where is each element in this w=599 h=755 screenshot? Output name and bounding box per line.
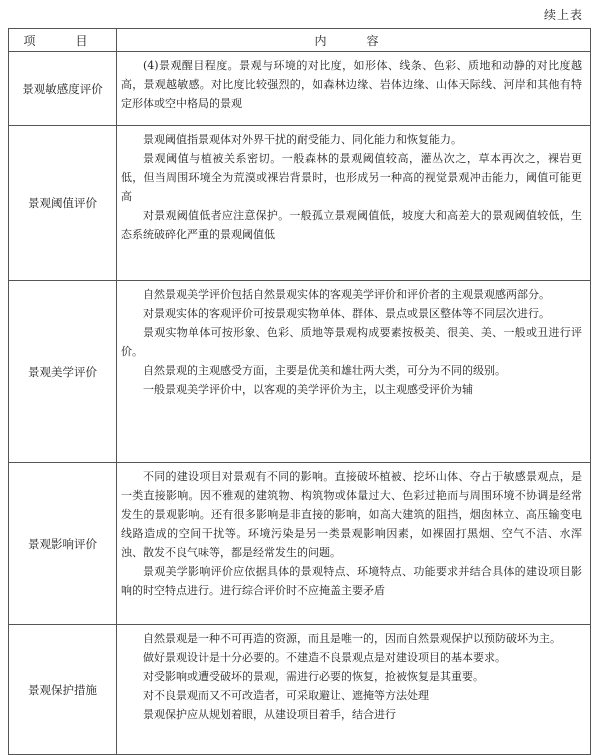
paragraph: 做好景观设计是十分必要的。不建造不良景观点是对建设项目的基本要求。 (143, 651, 506, 664)
row-content (117, 281, 591, 463)
row-content (117, 463, 591, 625)
table-row (9, 463, 591, 625)
paragraph: 不同的建设项目对景观有不同的影响。直接破坏植被、挖坏山体、夺占于敏感景观点，是一类直接影响。因不雅观的建筑物、构筑物或体量过大、色彩过艳而与周围环境不协调是经常发生的景观影响。还有很多影响是非直接的影响，如高大建筑的阻挡，烟囱林立、高压输变电线路造成的空间干扰等。环境污染是另一类景观影响因素，如裸固打黑烟、空气不洁、水浑浊、散发不良气味等，都是经常发生的问题。 (121, 470, 582, 559)
table-row (9, 52, 591, 126)
paragraph: 自然景观美学评价包括自然景观实体的客观美学评价和评价者的主观景观感两部分。 (143, 288, 550, 301)
paragraph: 景观保护应从规划着眼，从建设项目着手，结合进行 (143, 708, 396, 721)
paragraph: 对景观阈值低者应注意保护。一般孤立景观阈值低，坡度大和高差大的景观阈值较低，生态系统破碎化严重的景观阈值低 (121, 209, 582, 241)
row-label: 景观影响评价 (9, 463, 117, 625)
paragraph: 对景观实体的客观评价可按景观实物单体、群体、景点或景区整体等不同层次进行。 (143, 307, 550, 320)
paragraph: 自然景观是一种不可再造的资源，而且是唯一的，因而自然景观保护以预防破坏为主。 (143, 632, 561, 645)
row-label: 景观阈值评价 (9, 126, 117, 281)
paragraph: 景观美学影响评价应依据具体的景观特点、环境特点、功能要求并结合具体的建设项目影响的时空特点进行。进行综合评价时不应掩盖主要矛盾 (121, 565, 582, 597)
row-label: 景观敏感度评价 (9, 52, 117, 126)
row-label: 景观保护措施 (9, 625, 117, 755)
paragraph: 自然景观的主观感受方面，主要是优美和雄壮两大类，可分为不同的级别。 (143, 364, 506, 377)
table-row (9, 126, 591, 281)
row-content (117, 52, 591, 126)
paragraph: 对受影响或遭受破坏的景观，需进行必要的恢复，抢被恢复是其重要。 (143, 670, 484, 683)
paragraph: 景观实物单体可按形象、色彩、质地等景观构成要素按极美、很美、美、一般或丑进行评价。 (121, 326, 582, 358)
header-item: 项 目 (9, 29, 117, 52)
landscape-evaluation-table (8, 28, 591, 755)
table-row (9, 625, 591, 755)
header-content: 内 容 (117, 29, 591, 52)
table-row (9, 281, 591, 463)
table-header-row (9, 29, 591, 52)
row-content (117, 625, 591, 755)
row-label: 景观美学评价 (9, 281, 117, 463)
paragraph: (4)景观醒目程度。景观与环境的对比度，如形体、线条、色彩、质地和动静的对比度越高，景观越敏感。对比度比较强烈的，如森林边缘、岩体边缘、山体天际线、河岸和其他有特定形体或空中格局的景观 (121, 59, 582, 110)
continued-table-label: 续上表 (543, 8, 583, 22)
paragraph: 景观阈值指景观体对外界干扰的耐受能力、同化能力和恢复能力。 (143, 133, 462, 146)
row-content (117, 126, 591, 281)
paragraph: 一般景观美学评价中，以客观的美学评价为主，以主观感受评价为辅 (143, 383, 473, 396)
paragraph: 景观阈值与植被关系密切。一般森林的景观阈值较高，灌丛次之，草本再次之，裸岩更低，但当周围环境全为荒漠或裸岩背景时，也形成另一种高的视觉景观冲击能力，阈值可能更高 (121, 152, 582, 203)
paragraph: 对不良景观而又不可改造者，可采取避让、遮掩等方法处理 (143, 689, 429, 702)
